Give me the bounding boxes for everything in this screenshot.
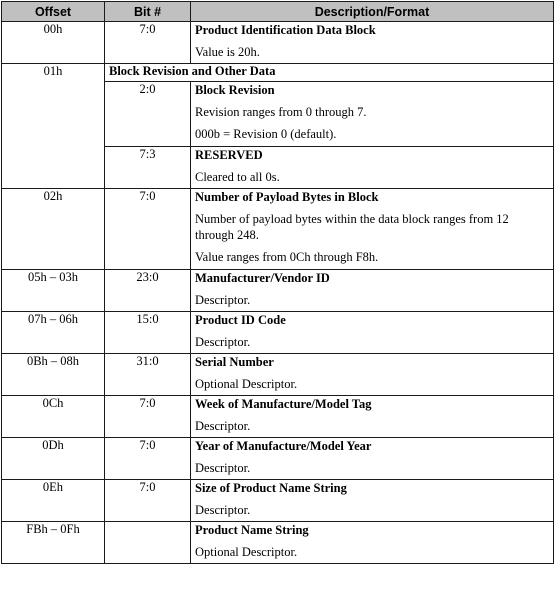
table-row (2, 522, 554, 564)
field-text: Optional Descriptor. (195, 377, 298, 391)
field-text: Descriptor. (195, 293, 251, 307)
bit-cell: 7:0 (105, 438, 191, 480)
bit-cell: 7:3 (105, 147, 191, 189)
field-title: Week of Manufacture/Model Tag (195, 397, 372, 411)
field-title: Product Name String (195, 523, 309, 537)
field-text: Descriptor. (195, 335, 251, 349)
bit-cell: 15:0 (105, 312, 191, 354)
bit-cell: 7:0 (105, 189, 191, 270)
bit-cell: 7:0 (105, 396, 191, 438)
offset-cell: 0Ch (2, 396, 105, 438)
header-description: Description/Format (191, 2, 554, 22)
field-title: Serial Number (195, 355, 274, 369)
field-text: Value ranges from 0Ch through F8h. (195, 250, 379, 264)
field-title: Manufacturer/Vendor ID (195, 271, 330, 285)
table-row (2, 354, 554, 396)
offset-cell: 01h (2, 64, 105, 189)
field-text: Number of payload bytes within the data block ranges from 12 through 248. (195, 212, 509, 242)
description-cell (191, 522, 554, 564)
block-title: Block Revision and Other Data (105, 64, 554, 82)
bit-cell (105, 522, 191, 564)
table-row (2, 480, 554, 522)
field-text: Descriptor. (195, 503, 251, 517)
field-text: Cleared to all 0s. (195, 170, 280, 184)
header-bit: Bit # (105, 2, 191, 22)
description-cell (191, 438, 554, 480)
description-cell (191, 147, 554, 189)
field-text: 000b = Revision 0 (default). (195, 127, 337, 141)
description-cell (191, 270, 554, 312)
description-cell (191, 189, 554, 270)
register-table (1, 1, 554, 564)
description-cell (191, 354, 554, 396)
field-title: Size of Product Name String (195, 481, 347, 495)
offset-cell: 02h (2, 189, 105, 270)
description-cell (191, 82, 554, 147)
table-row (2, 396, 554, 438)
description-cell (191, 396, 554, 438)
offset-cell: 0Eh (2, 480, 105, 522)
bit-cell: 2:0 (105, 82, 191, 147)
bit-cell: 31:0 (105, 354, 191, 396)
field-text: Optional Descriptor. (195, 545, 298, 559)
field-text: Value is 20h. (195, 45, 260, 59)
description-cell (191, 480, 554, 522)
field-text: Descriptor. (195, 419, 251, 433)
description-cell (191, 22, 554, 64)
offset-cell: 00h (2, 22, 105, 64)
bit-cell: 7:0 (105, 22, 191, 64)
header-offset: Offset (2, 2, 105, 22)
bit-cell: 7:0 (105, 480, 191, 522)
field-title: Number of Payload Bytes in Block (195, 190, 379, 204)
table-row (2, 438, 554, 480)
bit-cell: 23:0 (105, 270, 191, 312)
table-row (2, 22, 554, 64)
field-title: Block Revision (195, 83, 275, 97)
table-row (2, 64, 554, 82)
table-row (2, 270, 554, 312)
offset-cell: 0Bh – 08h (2, 354, 105, 396)
field-title: Product ID Code (195, 313, 286, 327)
field-title: Year of Manufacture/Model Year (195, 439, 372, 453)
description-cell (191, 312, 554, 354)
table-row (2, 189, 554, 270)
field-text: Descriptor. (195, 461, 251, 475)
offset-cell: FBh – 0Fh (2, 522, 105, 564)
field-text: Revision ranges from 0 through 7. (195, 105, 367, 119)
field-title: Product Identification Data Block (195, 23, 376, 37)
offset-cell: 0Dh (2, 438, 105, 480)
table-row (2, 312, 554, 354)
header-row (2, 2, 554, 22)
offset-cell: 07h – 06h (2, 312, 105, 354)
field-title: RESERVED (195, 148, 263, 162)
offset-cell: 05h – 03h (2, 270, 105, 312)
